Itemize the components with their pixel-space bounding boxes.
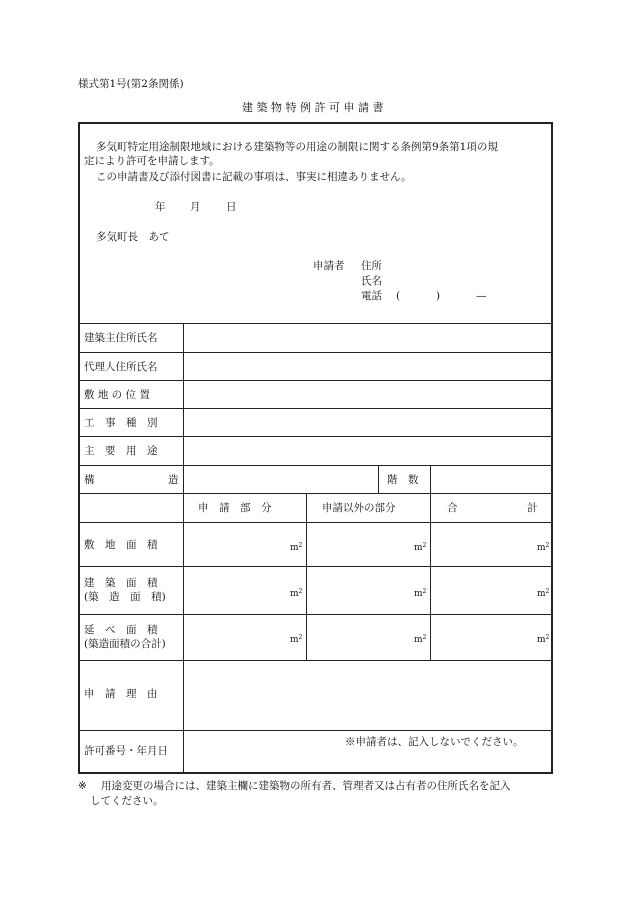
rule — [78, 465, 553, 466]
date-year: 年 — [155, 201, 166, 213]
row-building-area-2: (築 造 面 積) — [84, 591, 166, 603]
unit-sqm: $m^2$ — [290, 542, 303, 553]
row-floor-area-2: (築造面積の合計) — [84, 638, 166, 650]
col-total-b: 計 — [527, 502, 538, 514]
applicant-label: 申請者 — [313, 260, 345, 272]
unit-sqm: $m^2$ — [414, 634, 427, 645]
phone-dash: — — [476, 290, 487, 302]
rule — [430, 493, 431, 660]
row-structure-b: 造 — [168, 474, 179, 486]
unit-sqm: $m^2$ — [537, 542, 550, 553]
rule — [78, 323, 553, 324]
intro-line-1: 多気町特定用途制限地域における建築物等の用途の制限に関する条例第9条第1項の規 — [96, 141, 498, 153]
rule — [78, 408, 553, 409]
footnote-line-1: 用途変更の場合には、建築主欄に建築物の所有者、管理者又は占有者の住所氏名を記入 — [101, 780, 511, 792]
rule — [78, 493, 553, 494]
unit-sqm: $m^2$ — [290, 634, 303, 645]
row-owner: 建築主住所氏名 — [84, 332, 158, 344]
row-floors: 階 数 — [387, 474, 419, 486]
rule — [78, 660, 553, 661]
col-total-a: 合 — [447, 502, 458, 514]
row-agent: 代理人住所氏名 — [84, 361, 158, 373]
permit-note: ※申請者は、記入しないでください。 — [345, 736, 524, 748]
row-reason: 申 請 理 由 — [84, 688, 158, 700]
page-title: 建 築 物 特 例 許 可 申 請 書 — [242, 101, 384, 114]
row-work-type: 工 事 種 別 — [84, 417, 158, 429]
rule — [78, 380, 553, 381]
col-applied-part: 申 請 部 分 — [198, 502, 272, 514]
applicant-address-label: 住所 — [361, 260, 382, 272]
rule — [78, 614, 553, 615]
rule — [378, 465, 379, 493]
phone-paren-open: ( — [396, 290, 401, 302]
row-structure-a: 構 — [84, 474, 95, 486]
rule — [78, 522, 553, 523]
unit-sqm: $m^2$ — [290, 588, 303, 599]
applicant-name-label: 氏名 — [361, 275, 382, 287]
rule — [183, 323, 184, 774]
unit-sqm: $m^2$ — [414, 542, 427, 553]
col-other-part: 申請以外の部分 — [322, 502, 396, 514]
intro-line-3: この申請書及び添付図書に記載の事項は、事実に相違ありません。 — [96, 171, 412, 183]
date-month: 月 — [190, 201, 201, 213]
unit-sqm: $m^2$ — [414, 588, 427, 599]
addressee: 多気町長 あて — [96, 231, 170, 243]
rule — [78, 730, 553, 731]
footnote-mark: ※ — [78, 780, 87, 792]
unit-sqm: $m^2$ — [537, 634, 550, 645]
intro-line-2: 定により許可を申請します。 — [84, 155, 220, 167]
date-day: 日 — [226, 201, 237, 213]
rule — [78, 352, 553, 353]
row-main-use: 主 要 用 途 — [84, 445, 158, 457]
footnote-line-2: してください。 — [90, 795, 164, 807]
phone-paren-close: ) — [436, 290, 441, 302]
row-permit: 許可番号・年月日 — [84, 745, 168, 757]
rule — [78, 436, 553, 437]
rule — [306, 493, 307, 660]
form-number: 様式第1号(第2条関係) — [78, 78, 184, 90]
row-building-area-1: 建 築 面 積 — [84, 577, 158, 589]
row-site-location: 敷 地 の 位 置 — [84, 389, 150, 401]
row-site-area: 敷 地 面 積 — [84, 539, 158, 551]
unit-sqm: $m^2$ — [537, 588, 550, 599]
rule — [78, 566, 553, 567]
rule — [430, 465, 431, 493]
row-floor-area-1: 延 べ 面 積 — [84, 624, 158, 636]
applicant-phone-label: 電話 — [361, 290, 382, 302]
